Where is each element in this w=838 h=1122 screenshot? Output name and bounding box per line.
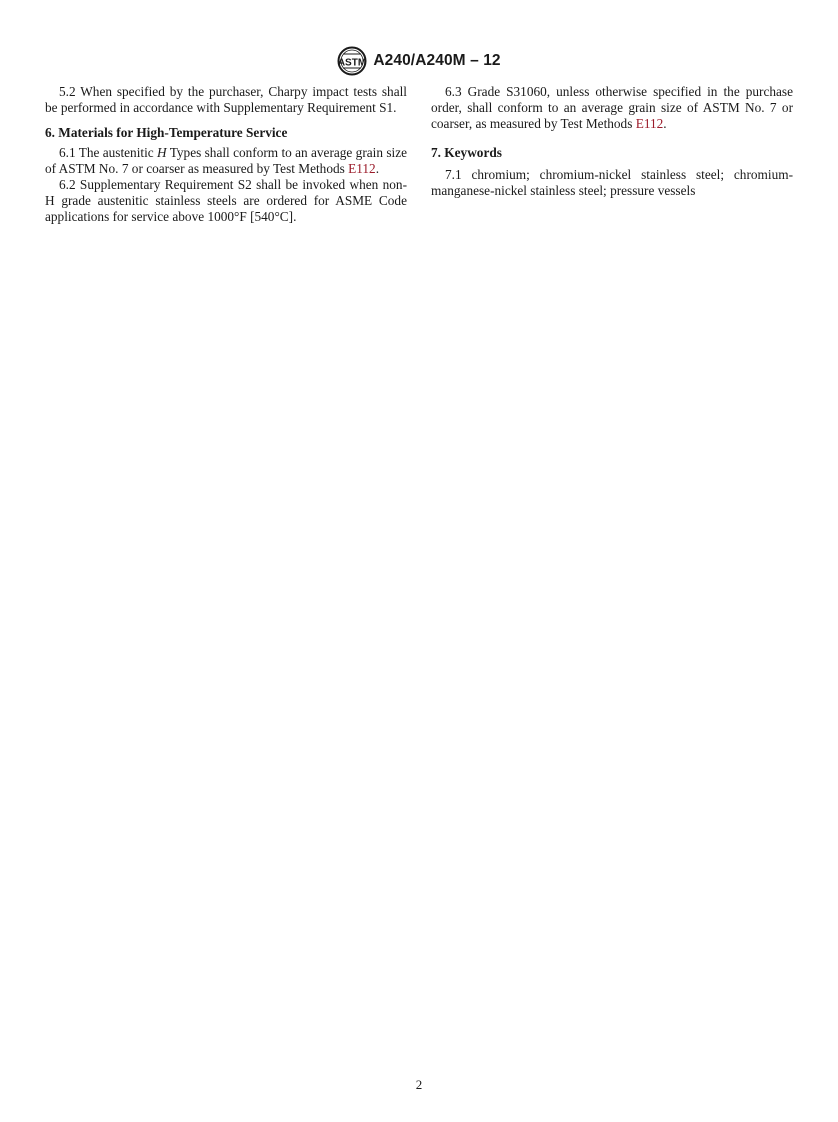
astm-logo-icon <box>337 46 367 76</box>
paragraph-6-1 <box>45 145 407 177</box>
paragraph-6-3 <box>431 84 793 133</box>
right-column <box>431 84 793 199</box>
paragraph-6-1-italic: H <box>157 144 167 160</box>
paragraph-5-2: 5.2 When specified by the purchaser, Charpy impact tests shall be performed in accordance with Supplementary Requirement S1. <box>45 84 407 116</box>
e112-link[interactable]: E112 <box>635 116 664 132</box>
paragraph-6-2: 6.2 Supplementary Requirement S2 shall be invoked when non-H grade austenitic stainless steels are ordered for ASME Code applications for service above 1000°F [540°C]. <box>45 177 407 225</box>
section-6-heading: 6. Materials for High-Temperature Service <box>45 125 288 141</box>
paragraph-6-3-end: . <box>663 116 667 132</box>
paragraph-6-1-text-cont: Types shall conform to an average grain size of ASTM No. 7 or coarser as measured by Test Methods <box>45 144 407 176</box>
paragraph-7-1: 7.1 chromium; chromium-nickel stainless steel; chromium-manganese-nickel stainless steel; pressure vessels <box>431 166 793 199</box>
e112-link[interactable]: E112 <box>348 160 376 176</box>
page-header <box>0 44 838 78</box>
section-7-heading: 7. Keywords <box>431 144 502 160</box>
left-column <box>45 84 407 226</box>
page-number: 2 <box>415 1077 423 1092</box>
standard-designation: A240/A240M – 12 <box>373 52 501 69</box>
paragraph-6-1-end: . <box>375 160 380 176</box>
paragraph-6-3-text: 6.3 Grade S31060, unless otherwise specified in the purchase order, shall conform to an average grain size of ASTM No. 7 or coarser, as measured by Test Methods <box>431 84 793 132</box>
paragraph-6-1-text: 6.1 The austenitic <box>59 144 158 160</box>
svg-text:ASTM: ASTM <box>338 57 367 69</box>
